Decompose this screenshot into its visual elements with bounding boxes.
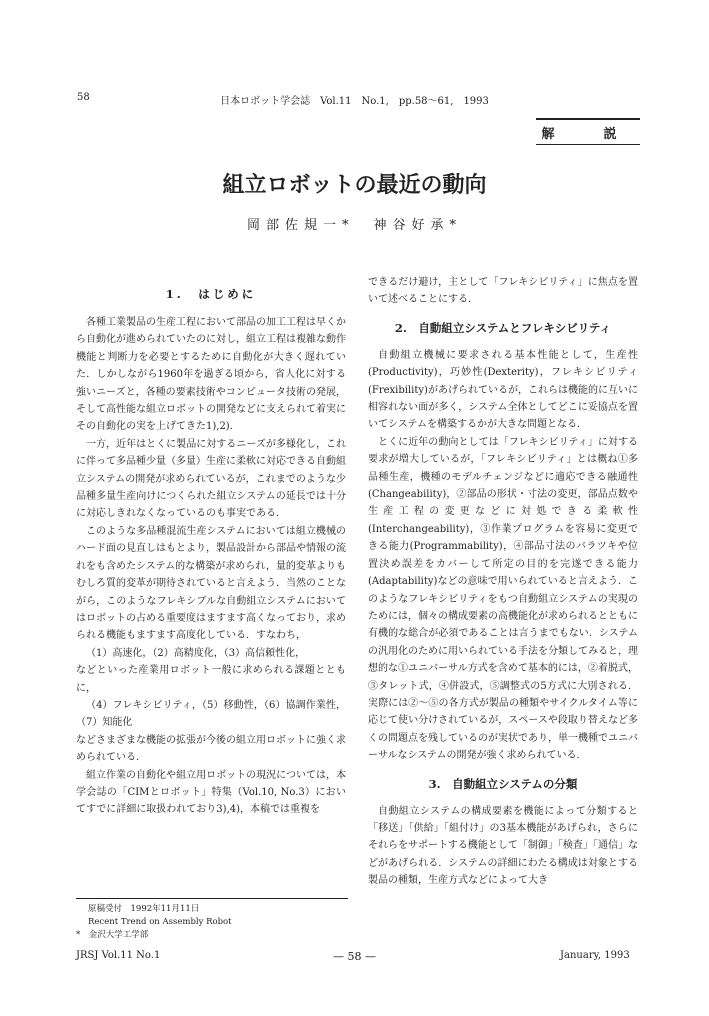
section-heading-classification: 3. 自動組立システムの分類 [428, 776, 578, 791]
paragraph: とくに近年の動向としては「フレキシビリティ」に対する要求が増大しているが，「フレキシビリティ」とは概ね①多品種生産，機種のモデルチェンジなどに適応できる融通性(Changeability)，②部品の形状・寸法の変更，部品点数や生産工程の変更などに対処できる柔軟性(Interchangeability)，③作業プログラムを容易に変更できる能力(Programmability)，④部品寸法のバラツキや位置決め誤差をカバーして所定の目的を完遂できる能力(Adaptability)などの意味で用いられていると言えよう．このようなフレキシビリティをもつ自動組立システムの実現のためには，個々の構成要素の高機能化が求められるとともに有機的な総合が必須であることは言うまでもない．システムの汎用化のために用いられている手法を分類してみると，理想的な①ユニバーサル方式を含めて基本的には，②着脱式，③タレット式，④併設式，⑤調整式の5方式に大別される．実際には②～⑤の各方式が製品の種類やサイクルタイム等に応じて使い分けされているが，スペースや段取り替えなど多くの問題点を残しているのが実状であり，単一機種でユニバーサルなシステムの開発が強く求められている． [368, 436, 638, 762]
paragraph: 一方，近年はとくに製品に対するニーズが多様化し，これに伴って多品種少量（多量）生産に柔軟に対応できる自動組立システムの開発が求められているが，これまでのような少品種多量生産向けにつくられた組立システムの延長では十分に対応しきれなくなっているのも事実である． [76, 438, 346, 520]
footer-journal: JRSJ Vol.11 No.1 [76, 950, 161, 961]
footer-date: January, 1993 [560, 950, 630, 961]
right-column [368, 274, 638, 890]
english-title: Recent Trend on Assembly Robot [88, 917, 232, 927]
list-item: （4）フレキシビリティ，（5）移動性，（6）協調作業性，（7）知能化 [76, 699, 346, 729]
received-date: 原稿受付 1992年11月11日 [88, 904, 200, 914]
paragraph: 自動組立機械に要求される基本性能として，生産性(Productivity)，巧妙性(Dexterity)，フレキシビリティ(Frexibility)があげられているが，これらは機能的に互いに相容れない面が多く，システム全体としてどこに妥協点を置いてシステムを構築するかが大きな問題となる． [368, 349, 638, 431]
footnote [76, 903, 348, 942]
paragraph: 組立作業の自動化や組立用ロボットの現況については，本学会誌の「CIMとロボット」特集（Vol.10, No.3）においてすでに詳細に取扱われており3),4)，本稿では重複を [76, 769, 346, 816]
footer-page-number: — 58 — [333, 950, 376, 963]
paragraph: などといった産業用ロボット一般に求められる課題とともに， [76, 665, 346, 694]
section-heading-intro: 1. はじめに [165, 287, 257, 301]
footnote-rule [76, 898, 348, 899]
paragraph: できるだけ避け，主として「フレキシビリティ」に焦点を置いて述べることにする． [368, 277, 638, 306]
affiliation: * 金沢大学工学部 [76, 930, 149, 940]
paragraph: このような多品種混流生産システムにおいては組立機械のハード面の見直しはもとより，製品設計から部品や情報の流れをも含めたシステム的な構築が求められ，量的変革よりもむしろ質的変革が期待されていると言えよう．当然のことながら，このようなフレキシブルな自動組立システムにおいてはロボットの占める重要度はますます高くなっており，求められる機能もますます高度化している．すなわち， [76, 525, 346, 642]
left-column [76, 274, 346, 819]
article-type-label: 解 説 [536, 118, 640, 145]
journal-header: 日本ロボット学会誌 Vol.11 No.1, pp.58～61, 1993 [220, 96, 489, 107]
page-number: 58 [77, 92, 90, 103]
paragraph: 各種工業製品の生産工程において部品の加工工程は早くから自動化が進められていたのに対し，組立工程は複雑な動作機能と判断力を必要とするために自動化が大きく遅れていた．しかしながら1960年を過ぎる頃から，省人化に対する強いニーズと，各種の要素技術やコンピュータ技術の発展，そして高性能な組立ロボットの開発などに支えられて着実にその自動化の実を上げてきた1),2)． [76, 317, 346, 433]
paragraph: などさまざまな機能の拡張が今後の組立用ロボットに強く求められている． [76, 734, 346, 764]
paragraph: 自動組立システムの構成要素を機能によって分類すると「移送」「供給」「組付け」の3基本機能があげられ，さらにそれらをサポートする機能として「制御」「検査」「通信」などがあげられる．システムの詳細にわたる構成は対象とする製品の種類，生産方式などによって大き [368, 805, 638, 887]
section-heading-flexibility: 2. 自動組立システムとフレキシビリティ [394, 320, 612, 335]
authors: 岡部佐規一* 神谷好承* [246, 218, 462, 233]
list-item: （1）高速化，（2）高精度化，（3）高信頼性化， [86, 647, 306, 659]
page-title: 組立ロボットの最近の動向 [222, 172, 487, 198]
